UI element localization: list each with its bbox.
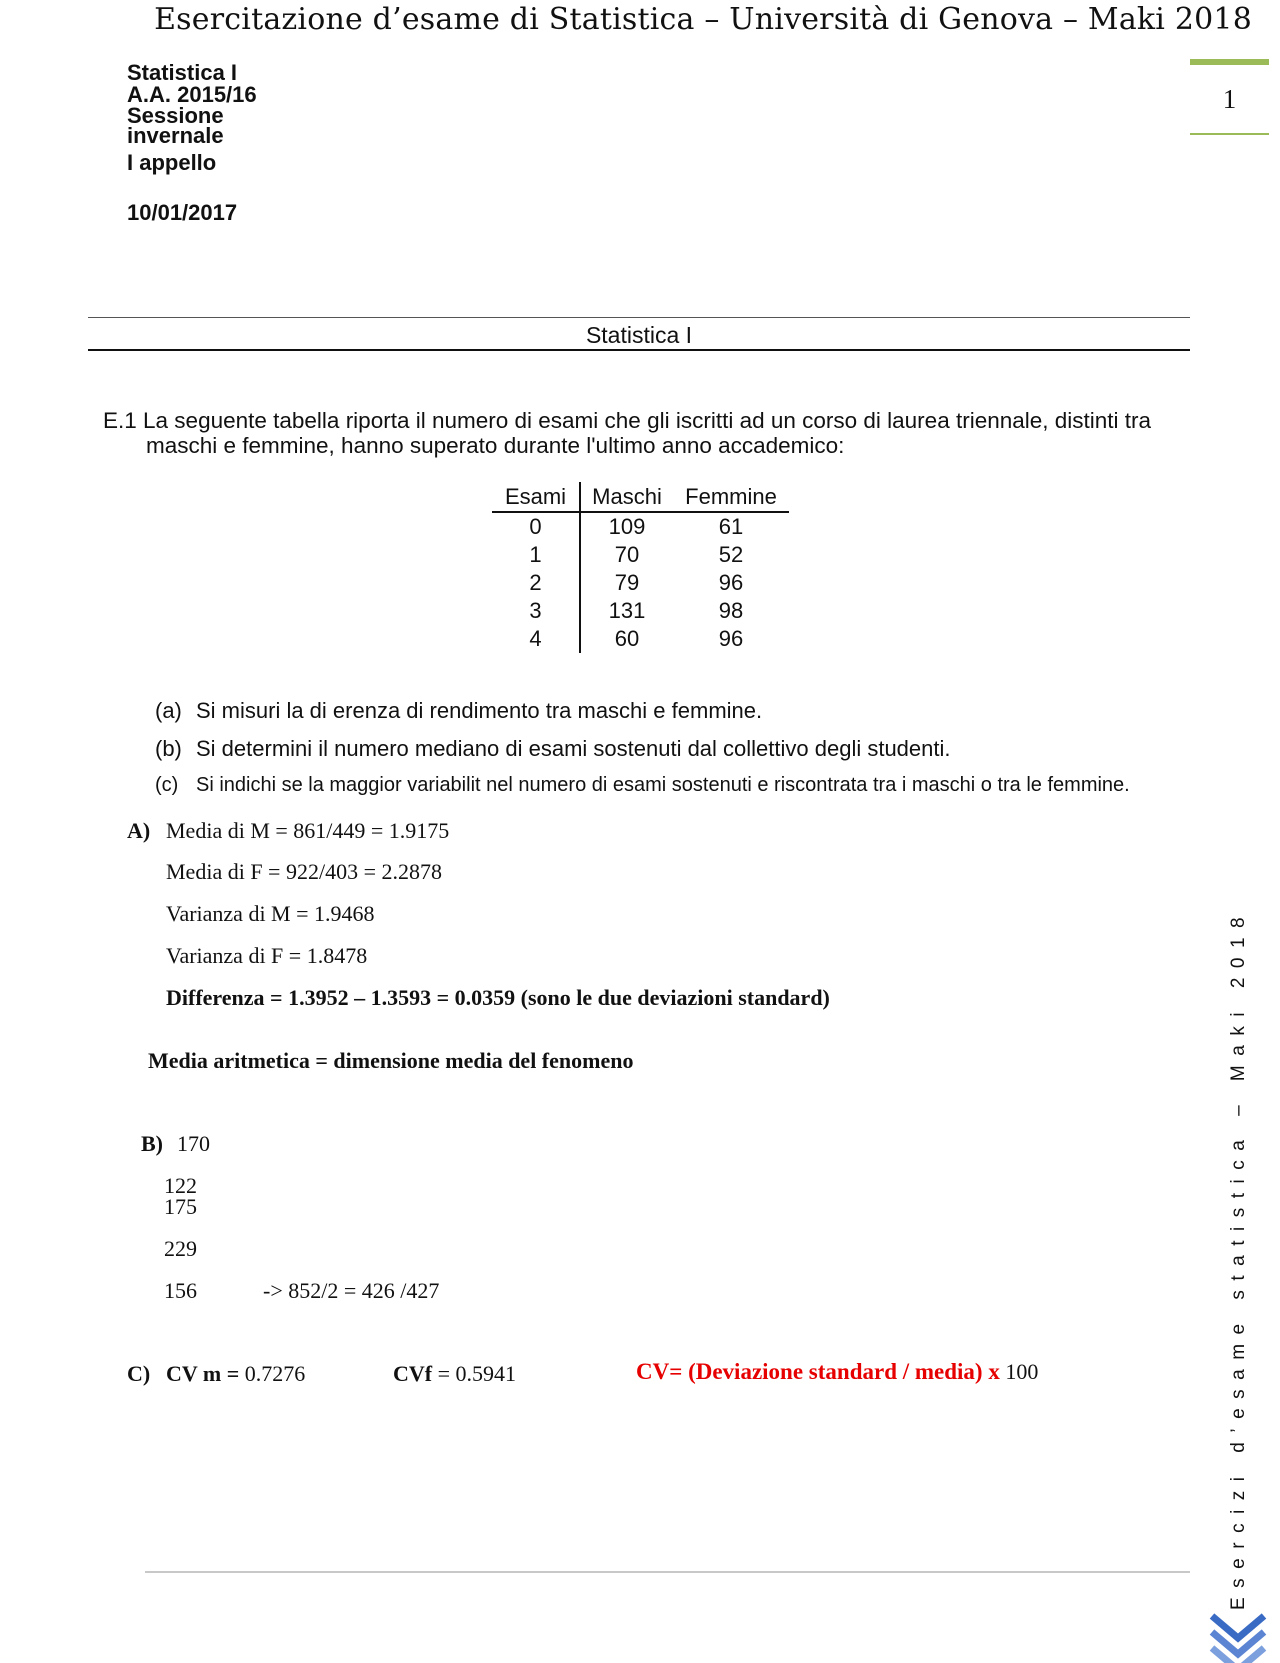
- cv-formula-tail: 100: [999, 1359, 1039, 1384]
- exam-meta: [127, 62, 257, 224]
- question-label: (c): [155, 774, 179, 796]
- question-label: (b): [155, 736, 182, 761]
- meta-academic-year: A.A. 2015/16: [127, 82, 257, 107]
- table-row: [492, 597, 789, 625]
- table-cell: 109: [608, 514, 646, 539]
- cv-male-label: CV m =: [166, 1361, 240, 1386]
- running-header: Esercitazione d’esame di Statistica – Università di Genova – Maki 2018: [154, 2, 1252, 37]
- table-cell: 61: [718, 514, 744, 539]
- answer-c-cv-female: [393, 1361, 516, 1387]
- section-rule-bottom: [88, 349, 1190, 351]
- answer-b-label: B): [141, 1131, 163, 1156]
- page-number-bottom-bar: [1190, 133, 1269, 135]
- table-row: [492, 512, 789, 541]
- cv-female-label: CVf: [393, 1361, 433, 1386]
- table-cell: 3: [492, 597, 580, 625]
- section-rule-top: [88, 317, 1190, 318]
- answer-a-label: A): [127, 818, 151, 843]
- table-cell: 1: [492, 541, 580, 569]
- footer-rule: [145, 1571, 1190, 1573]
- page-number: 1: [1222, 84, 1237, 114]
- table-row: [492, 541, 789, 569]
- table-cell: 2: [492, 569, 580, 597]
- table-header-maschi: Maschi: [580, 482, 673, 512]
- question-c: [155, 774, 1130, 797]
- table-header-row: [492, 482, 789, 512]
- answer-b-value: 170: [177, 1131, 210, 1156]
- answer-a-line: Varianza di M = 1.9468: [166, 901, 375, 926]
- answer-c-cv-male: [166, 1361, 305, 1387]
- table-cell: 70: [614, 542, 640, 567]
- table-header-femmine: Femmine: [673, 482, 789, 512]
- table-cell: 0: [492, 512, 580, 541]
- exercise-intro-line-1: E.1 La seguente tabella riporta il numero di esami che gli iscritti ad un corso di laurea triennale, distinti tra: [103, 408, 1152, 433]
- table-cell: 60: [614, 626, 640, 651]
- question-text: Si determini il numero mediano di esami sostenuti dal collettivo degli studenti.: [196, 736, 951, 761]
- answer-c-formula: [636, 1359, 1038, 1385]
- page-number-top-bar: [1190, 59, 1269, 65]
- table-row: [492, 625, 789, 653]
- answer-b-calculation: -> 852/2 = 426 /427: [263, 1278, 440, 1303]
- table-row: [492, 569, 789, 597]
- question-b: [155, 736, 951, 762]
- table-cell: 52: [718, 542, 744, 567]
- answer-b-value: 175: [164, 1194, 197, 1219]
- answer-a-line: Media di M = 861/449 = 1.9175: [166, 818, 450, 843]
- question-label: (a): [155, 698, 182, 723]
- answer-a-line: Varianza di F = 1.8478: [166, 943, 368, 968]
- answer-c-label: C): [127, 1361, 151, 1386]
- cv-female-value: = 0.5941: [432, 1361, 517, 1386]
- cv-formula: CV= (Deviazione standard / media) x: [636, 1359, 1000, 1384]
- table-cell: 96: [718, 570, 744, 595]
- question-a: [155, 698, 762, 724]
- meta-date: 10/01/2017: [127, 200, 238, 225]
- table-header-esami: Esami: [492, 482, 580, 512]
- question-text: Si misuri la di erenza di rendimento tra maschi e femmine.: [196, 698, 763, 723]
- exercise-intro: [103, 408, 1193, 458]
- answer-a-line: Media di F = 922/403 = 2.2878: [166, 859, 442, 884]
- answer-b-value: 122: [164, 1173, 197, 1198]
- meta-session-2: invernale: [127, 123, 224, 148]
- table-cell: 98: [718, 598, 744, 623]
- vertical-footer-text: Esercizi d’esame statistica – Maki 2018: [1228, 907, 1249, 1610]
- meta-course: Statistica I: [127, 60, 238, 85]
- cv-male-value: 0.7276: [239, 1361, 306, 1386]
- answer-b-value: 156: [164, 1278, 197, 1303]
- section-title: Statistica I: [585, 322, 693, 348]
- table-cell: 96: [718, 626, 744, 651]
- table-cell: 79: [614, 570, 640, 595]
- meta-appello: I appello: [127, 150, 217, 175]
- table-cell: 4: [492, 625, 580, 653]
- chevron-logo-icon: [1208, 1610, 1268, 1663]
- question-text: Si indichi se la maggior variabilit nel numero di esami sostenuti e riscontrata tra i maschi o tra le femmine.: [196, 774, 1130, 796]
- answer-note: Media aritmetica = dimensione media del fenomeno: [148, 1048, 634, 1073]
- answer-b-value: 229: [164, 1236, 197, 1261]
- exercise-intro-line-2: maschi e femmine, hanno superato durante l'ultimo anno accademico:: [146, 433, 845, 458]
- table-cell: 131: [608, 598, 646, 623]
- data-table: [492, 482, 789, 653]
- meta-session: Sessione: [127, 103, 224, 128]
- answer-a-difference: Differenza = 1.3952 – 1.3593 = 0.0359 (sono le due deviazioni standard): [166, 985, 830, 1010]
